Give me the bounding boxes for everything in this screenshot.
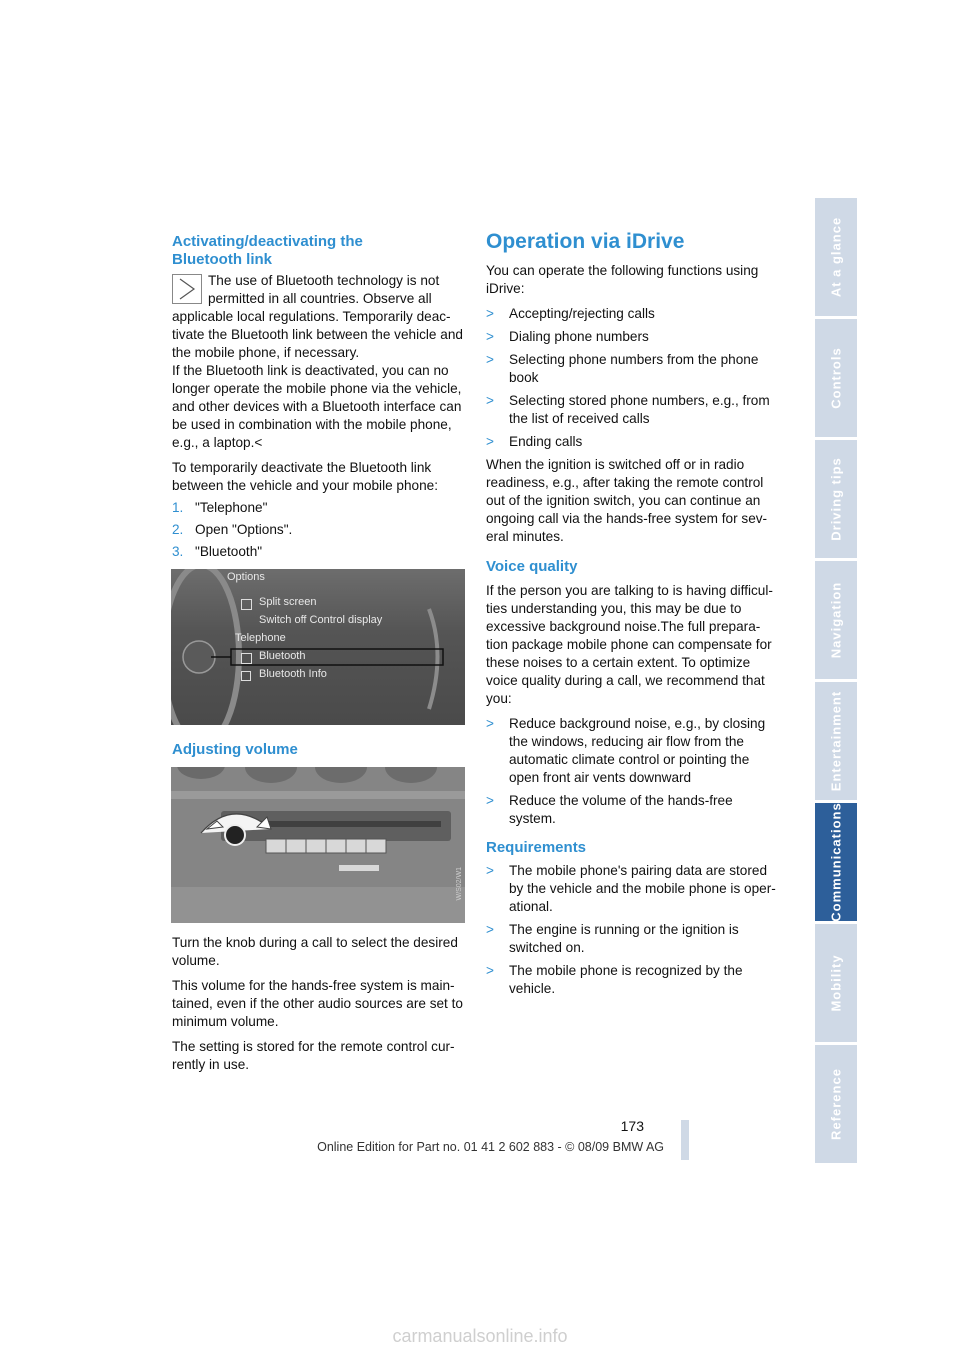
tab-controls[interactable]: Controls	[815, 319, 857, 437]
step-item: 1. "Telephone"	[172, 500, 268, 515]
list-item: > Selecting stored phone numbers, e.g., from the list of received calls	[486, 393, 770, 426]
note-line-1: The use of Bluetooth technology is not	[208, 273, 440, 288]
step-item: 3. "Bluetooth"	[172, 544, 263, 559]
checkbox-icon	[241, 653, 252, 664]
list-item: > Reduce the volume of the hands-free system.	[486, 793, 733, 826]
idrive-paragraph: When the ignition is switched off or in radio readiness, e.g., after taking the remote control out of the ignition switch, you can continue an ongoing call via the hands-free system for sev-eral minutes.	[486, 457, 768, 544]
list-item: > Selecting phone numbers from the phone book	[486, 352, 759, 385]
chapter-tabs	[815, 198, 857, 1166]
options-title: Options	[227, 571, 265, 583]
volume-text-2: This volume for the hands-free system is main-tained, even if the other audio sources are set to minimum volume.	[172, 978, 463, 1029]
dashboard-knob-image	[171, 767, 465, 923]
image-code: W/S02/W1	[456, 867, 463, 901]
list-item: > The engine is running or the ignition is switched on.	[486, 922, 739, 955]
note-line-2: permitted in all countries. Observe all	[208, 291, 432, 306]
tab-communications[interactable]: Communications	[815, 803, 857, 921]
tab-mobility[interactable]: Mobility	[815, 924, 857, 1042]
list-item: > Ending calls	[486, 434, 583, 449]
heading-operation-idrive: Operation via iDrive	[486, 230, 685, 253]
menu-item: Switch off Control display	[259, 614, 383, 626]
heading-adjusting-volume: Adjusting volume	[172, 741, 298, 758]
list-item: > Reduce background noise, e.g., by closing the windows, reducing air flow from the automatic climate control or pointing the open front air vents downward	[486, 716, 766, 785]
list-item: > The mobile phone is recognized by the vehicle.	[486, 963, 743, 996]
intro-text: To temporarily deactivate the Bluetooth link between the vehicle and your mobile phone:	[172, 460, 439, 493]
tab-navigation[interactable]: Navigation	[815, 561, 857, 679]
options-menu-image	[171, 569, 465, 725]
note-icon	[172, 274, 202, 304]
list-item: > Accepting/rejecting calls	[486, 306, 655, 321]
page-number: 173	[620, 1118, 644, 1134]
menu-item: Bluetooth Info	[259, 668, 327, 680]
edition-line: Online Edition for Part no. 01 41 2 602 883 - © 08/09 BMW AG	[317, 1140, 664, 1154]
step-item: 2. Open "Options".	[172, 522, 293, 537]
note-text-2: If the Bluetooth link is deactivated, you can no longer operate the mobile phone via the vehicle, and other devices with a Bluetooth interface can be used in combination with the mobile phone, e.g., a laptop.<	[172, 363, 462, 450]
idrive-intro: You can operate the following functions using iDrive:	[486, 263, 759, 296]
volume-text-3: The setting is stored for the remote control cur-rently in use.	[172, 1039, 455, 1072]
menu-item: Telephone	[235, 632, 286, 644]
list-item: > The mobile phone's pairing data are stored by the vehicle and the mobile phone is oper-ational.	[486, 863, 776, 914]
tab-at-a-glance[interactable]: At a glance	[815, 198, 857, 316]
checkbox-icon	[241, 671, 251, 681]
volume-text-1: Turn the knob during a call to select the desired volume.	[172, 935, 458, 968]
tab-reference[interactable]: Reference	[815, 1045, 857, 1163]
list-item: > Dialing phone numbers	[486, 329, 649, 344]
heading-requirements: Requirements	[486, 839, 587, 856]
note-text: applicable local regulations. Temporarily deac-tivate the Bluetooth link between the vehicle and the mobile phone, if necessary.	[172, 309, 463, 360]
voice-paragraph: If the person you are talking to is having difficul-ties understanding you, this may be due to excessive background noise.The full prepara-tion package mobile phone can compensate for these noises to a certain extent. To optimize voice quality during a call, we recommend that you:	[486, 583, 773, 706]
watermark: carmanualsonline.info	[392, 1326, 568, 1346]
tab-driving-tips[interactable]: Driving tips	[815, 440, 857, 558]
heading-voice-quality: Voice quality	[486, 558, 578, 575]
tab-entertainment[interactable]: Entertainment	[815, 682, 857, 800]
menu-item: Split screen	[259, 596, 317, 608]
menu-item: Bluetooth	[259, 650, 306, 662]
heading-bluetooth-link: Activating/deactivating the Bluetooth link	[172, 233, 363, 268]
page-marker	[681, 1120, 689, 1160]
checkbox-icon	[241, 599, 252, 610]
